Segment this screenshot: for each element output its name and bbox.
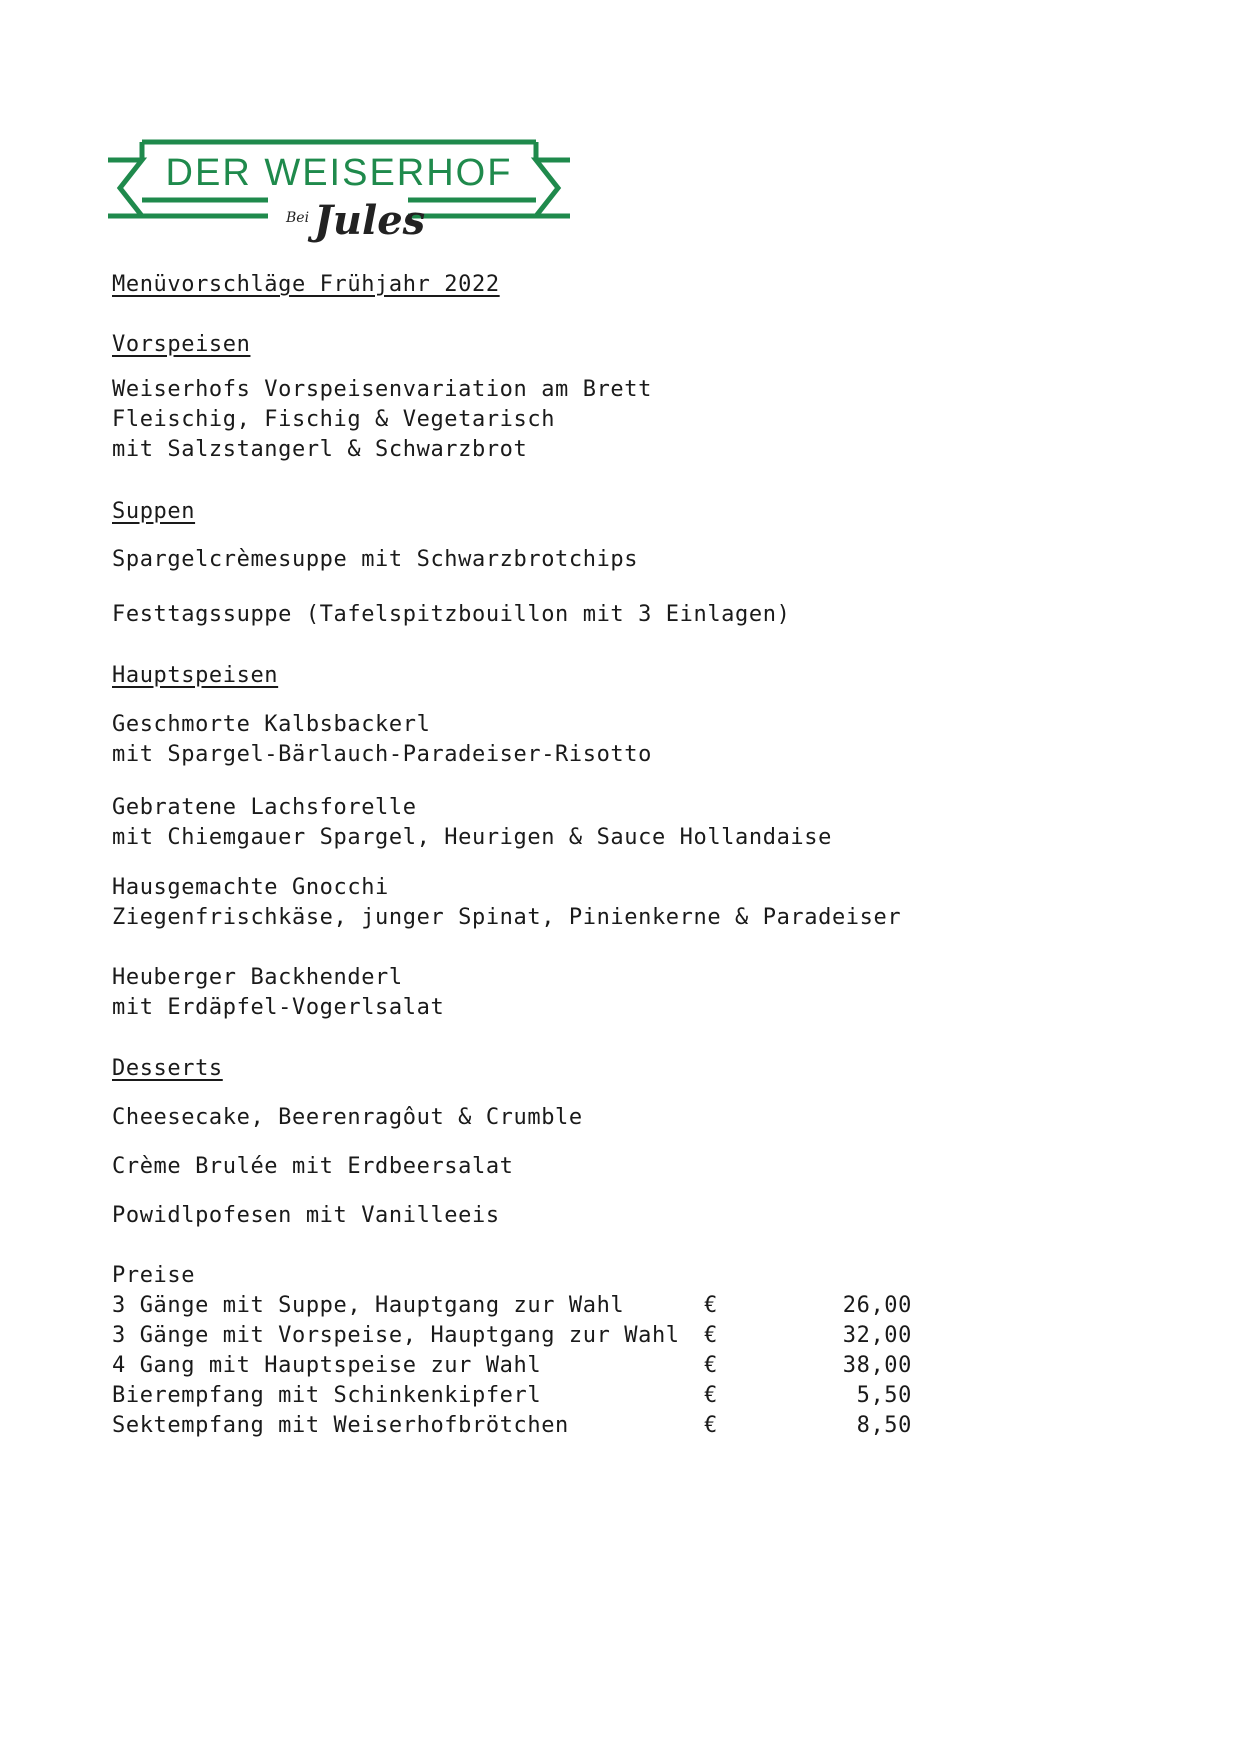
price-currency: € [704, 1353, 718, 1378]
menu-line: Fleischig, Fischig & Vegetarisch [112, 407, 556, 432]
menu-item: Spargelcrèmesuppe mit Schwarzbrotchips [112, 547, 639, 572]
price-currency: € [704, 1413, 718, 1438]
price-label: 3 Gänge mit Vorspeise, Hauptgang zur Wahl [112, 1323, 680, 1348]
section-heading-vorspeisen: Vorspeisen [112, 332, 251, 357]
price-row [112, 1381, 912, 1411]
price-amount: 32,00 [842, 1323, 912, 1348]
price-amount: 26,00 [842, 1293, 912, 1318]
logo-ribbon-left [108, 160, 142, 216]
price-currency: € [704, 1383, 718, 1408]
menu-item: Powidlpofesen mit Vanilleeis [112, 1203, 500, 1228]
section-heading-suppen: Suppen [112, 499, 196, 524]
menu-item-desc: mit Chiemgauer Spargel, Heurigen & Sauce Hollandaise [112, 825, 832, 850]
price-row [112, 1321, 912, 1351]
prices-heading: Preise [112, 1263, 196, 1288]
price-label: 4 Gang mit Hauptspeise zur Wahl [112, 1353, 542, 1378]
page-title: Menüvorschläge Frühjahr 2022 [112, 272, 500, 297]
menu-item-name: Geschmorte Kalbsbackerl [112, 712, 431, 737]
price-currency: € [704, 1323, 718, 1348]
price-row [112, 1291, 912, 1321]
menu-item-name: Heuberger Backhenderl [112, 965, 403, 990]
logo-bei: Bei [286, 210, 310, 226]
menu-item: Cheesecake, Beerenragôut & Crumble [112, 1105, 583, 1130]
menu-item: Festtagssuppe (Tafelspitzbouillon mit 3 Einlagen) [112, 602, 791, 627]
price-label: Bierempfang mit Schinkenkipferl [112, 1383, 542, 1408]
menu-item-desc: mit Erdäpfel-Vogerlsalat [112, 995, 445, 1020]
logo-title: DER WEISERHOF [165, 152, 513, 194]
logo-script: Jules [314, 197, 426, 244]
price-label: Sektempfang mit Weiserhofbrötchen [112, 1413, 569, 1438]
price-row [112, 1351, 912, 1381]
section-heading-desserts: Desserts [112, 1056, 223, 1081]
price-amount: 8,50 [856, 1413, 912, 1438]
section-heading-hauptspeisen: Hauptspeisen [112, 663, 279, 688]
menu-item-name: Gebratene Lachsforelle [112, 795, 417, 820]
price-amount: 5,50 [856, 1383, 912, 1408]
menu-item: Crème Brulée mit Erdbeersalat [112, 1154, 514, 1179]
price-row [112, 1411, 912, 1441]
menu-item-name: Hausgemachte Gnocchi [112, 875, 389, 900]
menu-line: Weiserhofs Vorspeisenvariation am Brett [112, 377, 652, 402]
menu-item-desc: Ziegenfrischkäse, junger Spinat, Pinienkerne & Paradeiser [112, 905, 902, 930]
price-amount: 38,00 [842, 1353, 912, 1378]
logo-ribbon-right [536, 160, 570, 216]
price-currency: € [704, 1293, 718, 1318]
logo [108, 138, 570, 250]
menu-item-desc: mit Spargel-Bärlauch-Paradeiser-Risotto [112, 742, 652, 767]
logo-graphic [108, 138, 570, 250]
menu-line: mit Salzstangerl & Schwarzbrot [112, 437, 528, 462]
price-label: 3 Gänge mit Suppe, Hauptgang zur Wahl [112, 1293, 625, 1318]
